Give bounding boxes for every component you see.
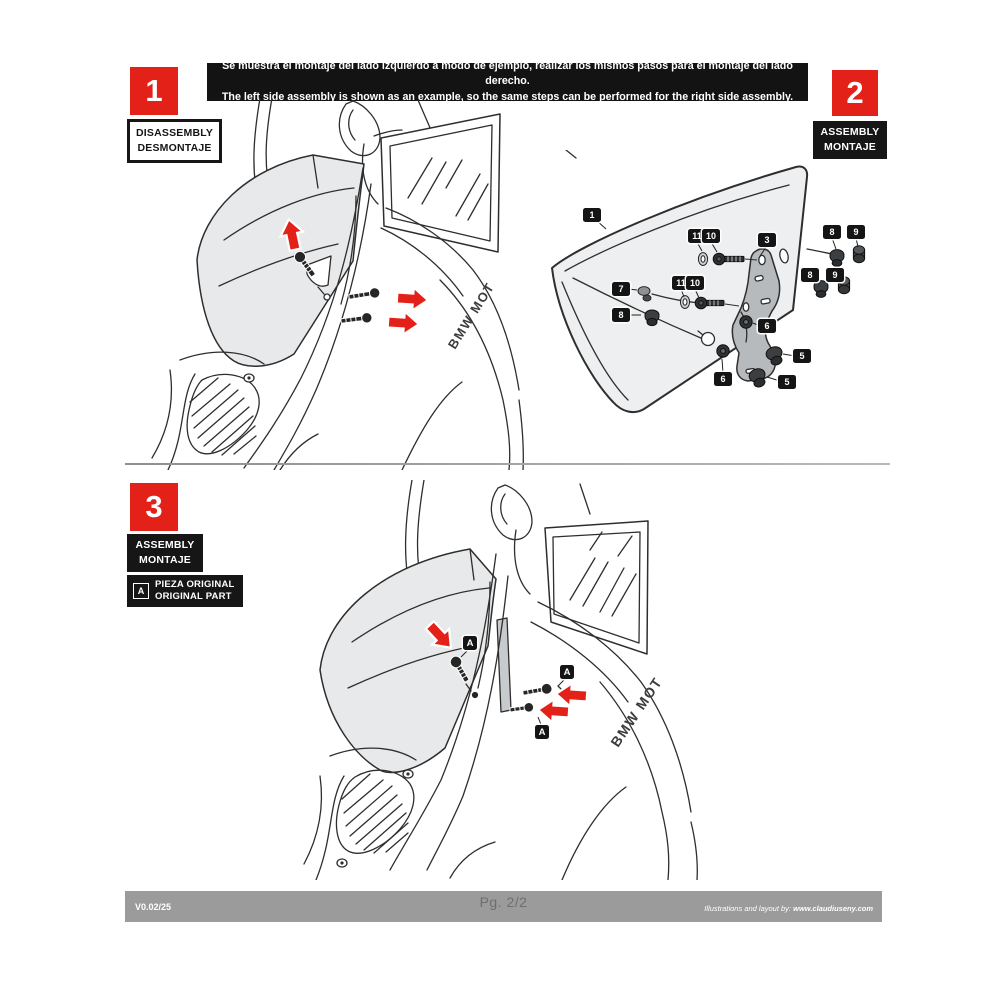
red-arrow-right-2 xyxy=(387,310,420,335)
section-divider xyxy=(125,463,890,465)
part-callout-11: 11 xyxy=(688,229,706,243)
note-banner xyxy=(207,59,808,103)
original-part-badge-A: A xyxy=(560,665,574,679)
part-callout-8: 8 xyxy=(801,268,819,282)
note-banner-spanish: Se muestra el montaje del lado izquierdo a modo de ejemplo, realizar los mismos pasos para el montaje del lado derecho. xyxy=(222,59,793,88)
step-1-label-en: DISASSEMBLY xyxy=(136,127,214,139)
step-2-label-es: MONTAJE xyxy=(824,141,876,154)
part-callout-10: 10 xyxy=(702,229,720,243)
footer-bar xyxy=(125,891,882,922)
step-2-number xyxy=(832,70,878,116)
note-banner-english: The left side assembly is shown as an example, so the same steps can be performed for the right side assembly. xyxy=(221,90,794,103)
part-callout-1: 1 xyxy=(583,208,601,222)
step-2-label-en: ASSEMBLY xyxy=(820,126,880,138)
step-3-number xyxy=(130,483,178,531)
step-2-digit: 2 xyxy=(846,75,864,110)
step-3-label-en: ASSEMBLY xyxy=(135,539,195,551)
credit-prefix: Illustrations and layout by: xyxy=(704,904,794,913)
page-number: Pg. 2/2 xyxy=(479,894,528,910)
panel-1-disassembly xyxy=(150,98,530,470)
credit-line xyxy=(704,904,873,913)
part-callout-8: 8 xyxy=(823,225,841,239)
panel-2-callouts xyxy=(540,150,890,450)
part-callout-6: 6 xyxy=(714,372,732,386)
part-callout-7: 7 xyxy=(612,282,630,296)
part-callout-5: 5 xyxy=(793,349,811,363)
brand-text-panel1: BMW MOT xyxy=(444,279,498,352)
step-3-digit: 3 xyxy=(145,489,163,524)
panel-3-assembly xyxy=(300,480,710,880)
panel-2-assembly-exploded xyxy=(540,150,890,450)
original-part-legend xyxy=(127,575,243,607)
red-arrow-right-1 xyxy=(396,286,429,311)
part-callout-3: 3 xyxy=(758,233,776,247)
step-1-digit: 1 xyxy=(145,73,163,108)
panel-1-line-art xyxy=(150,98,530,470)
version-label: V0.02/25 xyxy=(135,902,172,912)
legend-line-es: PIEZA ORIGINAL xyxy=(155,579,235,590)
step-3-label xyxy=(127,534,203,572)
part-callout-5: 5 xyxy=(778,375,796,389)
credit-site: www.claudiuseny.com xyxy=(793,904,873,913)
legend-line-en: ORIGINAL PART xyxy=(155,590,232,602)
original-part-badge-A: A xyxy=(463,636,477,650)
part-callout-6: 6 xyxy=(758,319,776,333)
brand-text-panel3: BMW MOT xyxy=(607,674,666,750)
part-callout-8: 8 xyxy=(612,308,630,322)
part-callout-9: 9 xyxy=(847,225,865,239)
panel-3-original-part-badges xyxy=(300,480,710,880)
legend-a-badge: A xyxy=(133,583,149,599)
windscreen xyxy=(381,114,500,252)
removed-bolt-bottom xyxy=(340,312,372,326)
step-1-label-es: DESMONTAJE xyxy=(137,142,212,155)
part-callout-11: 11 xyxy=(672,276,690,290)
removed-bolt-middle xyxy=(348,287,380,302)
original-part-badge-A: A xyxy=(535,725,549,739)
step-3-label-es: MONTAJE xyxy=(139,554,191,567)
part-callout-9: 9 xyxy=(826,268,844,282)
part-callout-10: 10 xyxy=(686,276,704,290)
